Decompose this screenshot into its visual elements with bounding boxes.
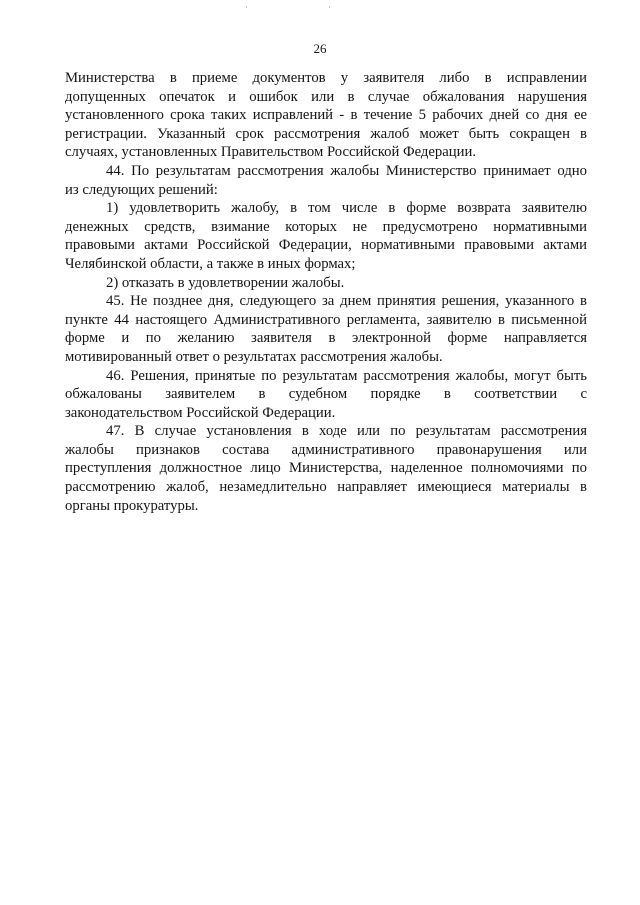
text-line: рассмотрению жалоб, незамедлительно направляет имеющиеся материалы в [65,479,587,496]
text-line: форме и по желанию заявителя в электронной форме направляется [65,330,587,347]
text-line: 47. В случае установления в ходе или по результатам рассмотрения [106,423,587,440]
scan-speck [246,6,247,8]
text-line: пункте 44 настоящего Административного регламента, заявителю в письменной [65,311,587,328]
text-line: законодательством Российской Федерации. [65,404,336,421]
text-line: 45. Не позднее дня, следующего за днем принятия решения, указанного в [106,293,587,310]
text-line: Челябинской области, а также в иных формах; [65,255,356,272]
document-body [65,69,587,515]
text-line: 1) удовлетворить жалобу, в том числе в форме возврата заявителю [106,200,587,217]
text-line: установленного срока таких исправлений - в течение 5 рабочих дней со дня ее [65,107,587,124]
text-line: преступления должностное лицо Министерства, наделенное полномочиями по [65,460,587,477]
page-number: 26 [313,41,327,56]
text-line: Министерства в приеме документов у заявителя либо в исправлении [65,70,587,86]
text-line: денежных средств, взимание которых не предусмотрено нормативными [65,218,587,235]
text-line: допущенных опечаток и ошибок или в случае обжалования нарушения [65,88,587,105]
text-line: 44. По результатам рассмотрения жалобы Министерство принимает одно [106,162,587,179]
scan-speck [329,6,330,8]
text-line: органы прокуратуры. [65,497,199,514]
text-line: мотивированный ответ о результатах рассмотрения жалобы. [65,348,443,365]
text-line: обжалованы заявителем в судебном порядке в соответствии с [65,386,587,403]
text-line: из следующих решений: [65,181,218,198]
text-line: жалобы признаков состава административного правонарушения или [65,441,587,458]
text-line: 2) отказать в удовлетворении жалобы. [106,274,345,291]
text-line: регистрации. Указанный срок рассмотрения жалоб может быть сокращен в [65,125,587,142]
text-line: случаях, установленных Правительством Российской Федерации. [65,144,477,161]
text-line: 46. Решения, принятые по результатам рассмотрения жалобы, могут быть [106,367,587,384]
text-line: правовыми актами Российской Федерации, нормативными правовыми актами [65,237,587,254]
